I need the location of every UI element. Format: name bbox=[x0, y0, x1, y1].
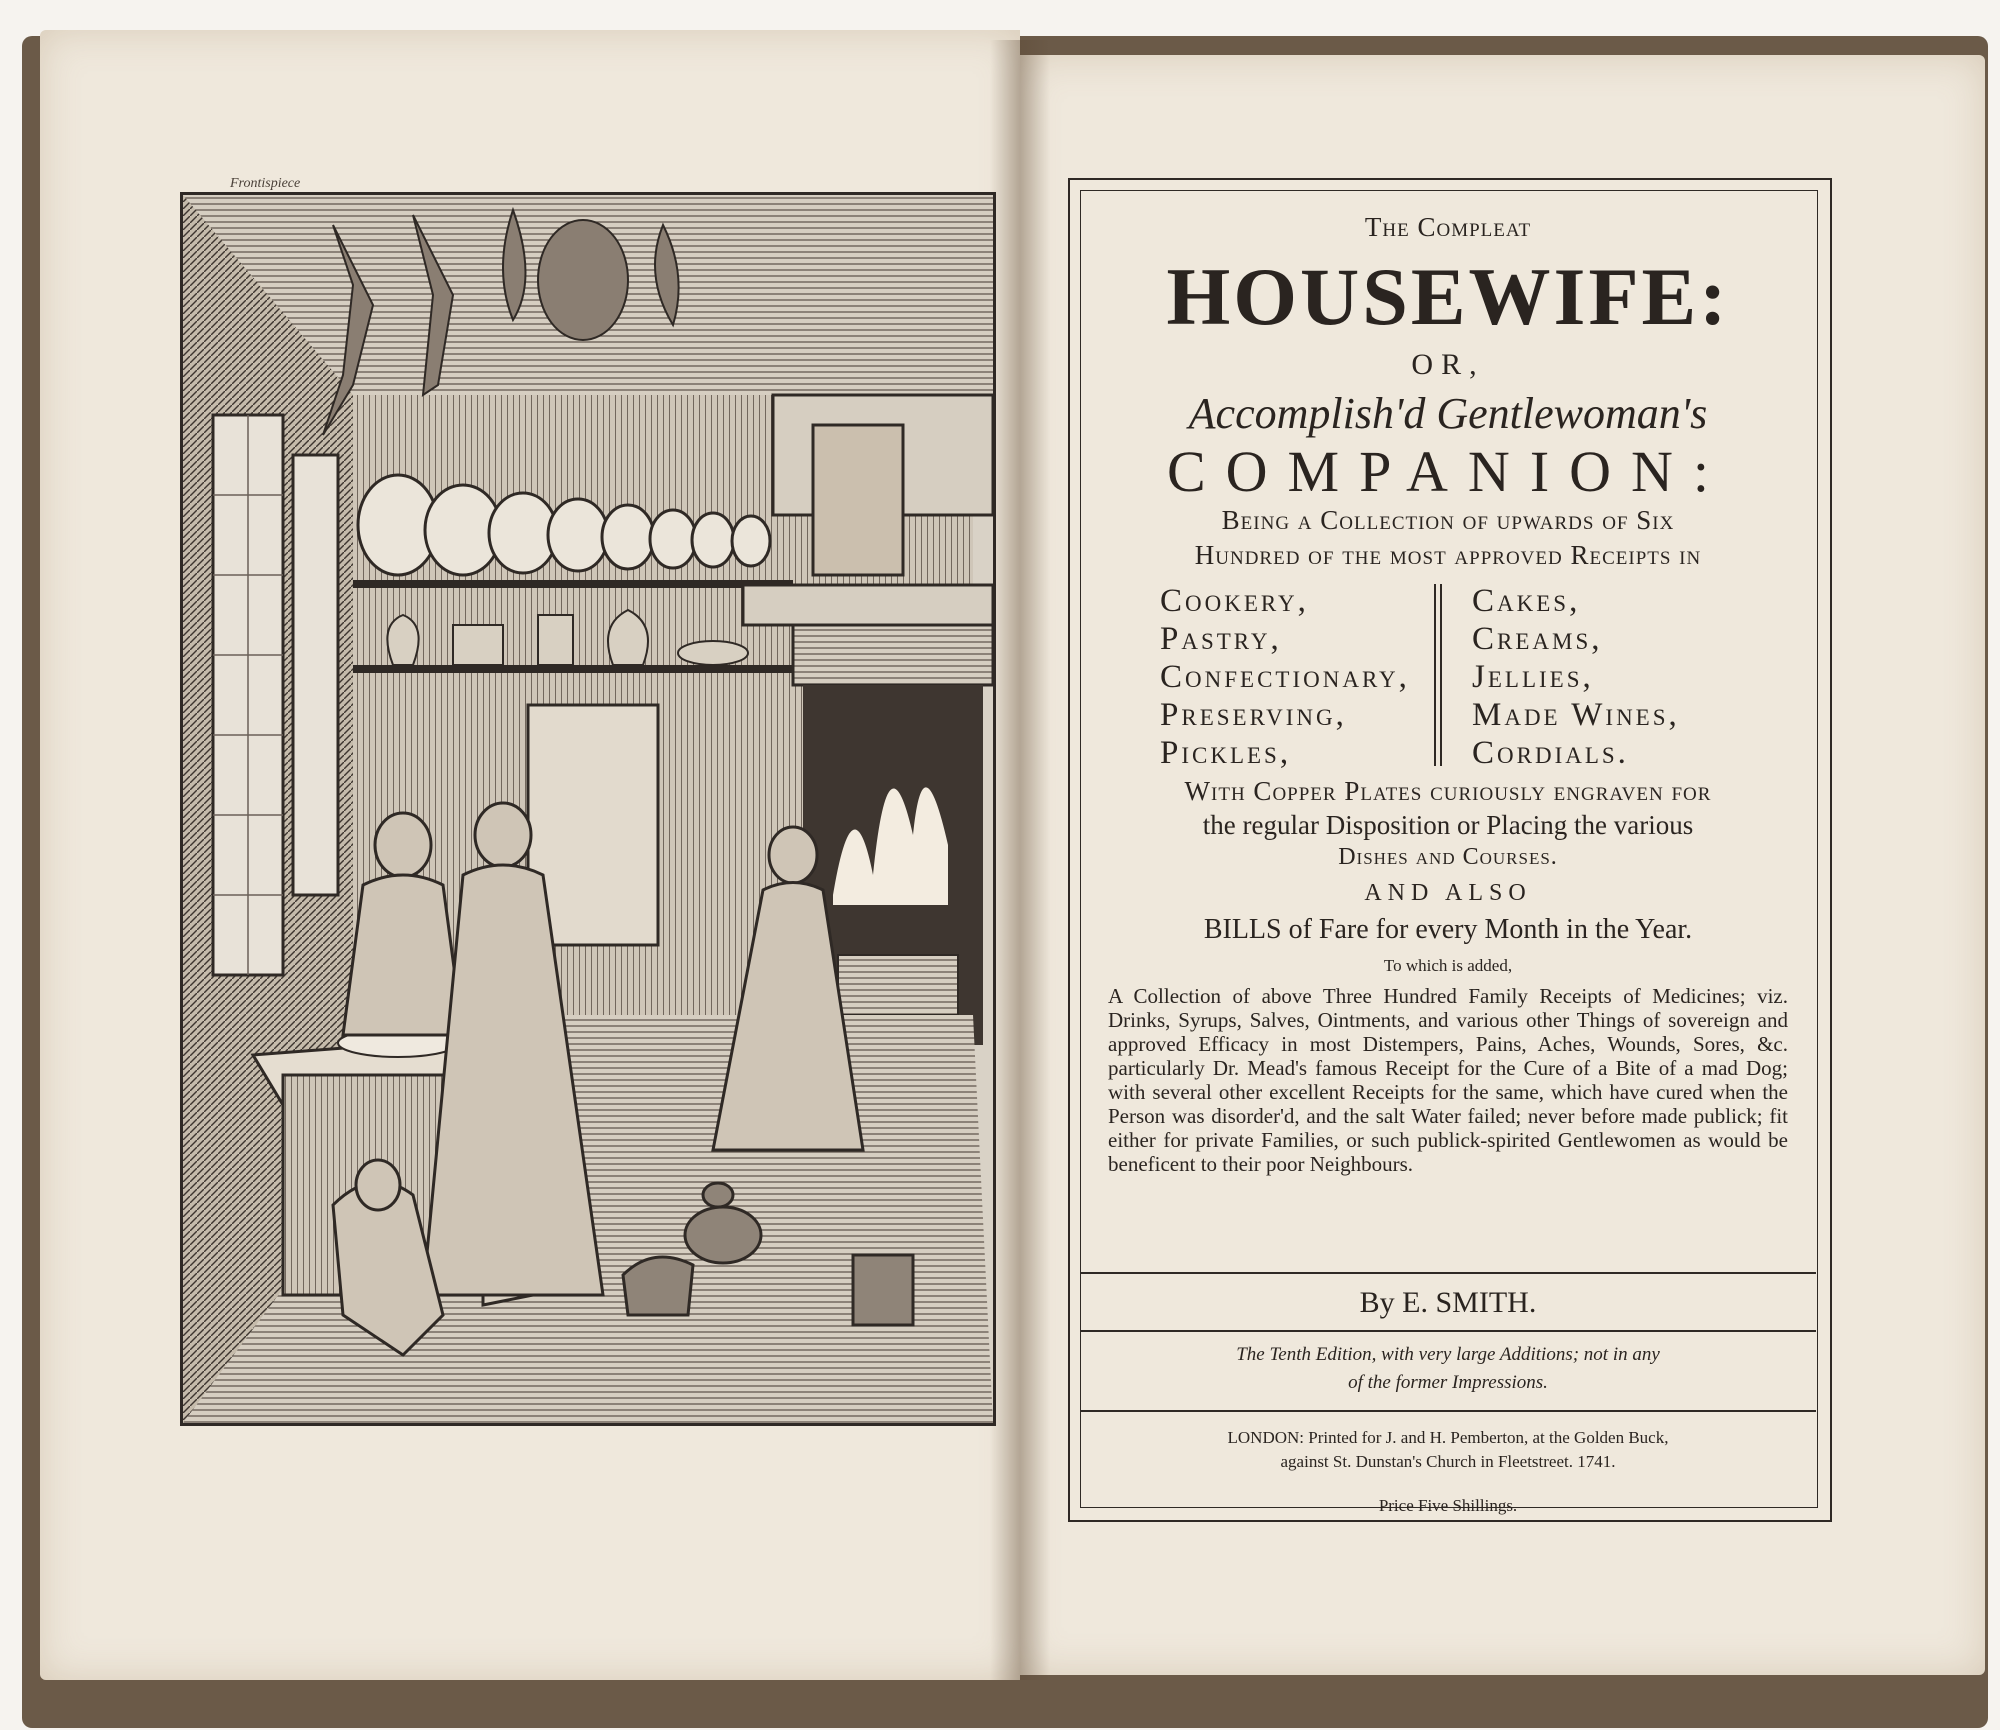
edition-line-2: of the former Impressions. bbox=[1348, 1372, 1548, 1393]
recipe-list-right bbox=[1472, 582, 1680, 772]
rule-imprint bbox=[1080, 1410, 1816, 1412]
book-subtitle: Accomplish'd Gentlewoman's bbox=[1188, 389, 1708, 438]
title-or: OR, bbox=[1411, 348, 1485, 381]
recipe-item: Cookery, bbox=[1160, 583, 1309, 619]
and-also: AND ALSO bbox=[1364, 880, 1532, 906]
recipe-item: Pastry, bbox=[1160, 621, 1282, 657]
rule-bottom-author bbox=[1080, 1330, 1816, 1332]
recipe-item: Cakes, bbox=[1472, 583, 1581, 619]
price-line: Price Five Shillings. bbox=[1378, 1496, 1518, 1515]
to-which-added: To which is added, bbox=[1383, 956, 1513, 975]
recipe-list-left bbox=[1160, 582, 1410, 772]
bills-of-fare: BILLS of Fare for every Month in the Year. bbox=[1203, 914, 1693, 945]
book-title: HOUSEWIFE: bbox=[1166, 251, 1730, 342]
collection-paragraph: A Collection of above Three Hundred Family Receipts of Medicines; viz. Drinks, Syrups, Salves, Ointments, and various other Things of sovereign and approved Efficacy in most Distempers, Pains, Aches, Wounds, Sores, &c. particularly Dr. Mead's famous Receipt for the Cure of a Bite of a mad Dog; with several other excellent Receipts for the same, which have cured when the Person was disorder'd, and the salt Water failed; never before made publick; fit either for private Families, or such publick-spirited Gentlewomen as would be beneficent to their poor Neighbours. bbox=[1108, 984, 1788, 1176]
rule-top-author bbox=[1080, 1272, 1816, 1274]
recipe-item: Creams, bbox=[1472, 621, 1603, 657]
edition-line-1: The Tenth Edition, with very large Additions; not in any bbox=[1236, 1344, 1660, 1365]
copper-line-1: With Copper Plates curiously engraven for bbox=[1184, 776, 1712, 806]
book-gutter bbox=[990, 40, 1050, 1680]
imprint-line-2: against St. Dunstan's Church in Fleetstreet. 1741. bbox=[1280, 1452, 1616, 1471]
recipe-item: Pickles, bbox=[1160, 735, 1292, 771]
kitchen-engraving-icon bbox=[183, 195, 993, 1423]
book-companion: COMPANION: bbox=[1166, 439, 1730, 504]
recipe-item: Cordials. bbox=[1472, 735, 1629, 771]
imprint-line-1: LONDON: Printed for J. and H. Pemberton, at the Golden Buck, bbox=[1227, 1428, 1669, 1447]
recipe-item: Jellies, bbox=[1472, 659, 1594, 695]
author-line: By E. SMITH. bbox=[1359, 1286, 1537, 1319]
copper-line-2: the regular Disposition or Placing the various bbox=[1202, 810, 1694, 840]
recipe-item: Confectionary, bbox=[1160, 659, 1410, 695]
column-divider bbox=[1440, 584, 1442, 766]
being-line-2: Hundred of the most approved Receipts in bbox=[1194, 540, 1702, 570]
recipe-item: Preserving, bbox=[1160, 697, 1347, 733]
title-prefix: The Compleat bbox=[1364, 212, 1532, 242]
being-line-1: Being a Collection of upwards of Six bbox=[1221, 505, 1675, 535]
recipe-item: Made Wines, bbox=[1472, 697, 1680, 733]
frontispiece-label: Frontispiece bbox=[230, 176, 301, 191]
column-divider bbox=[1434, 584, 1436, 766]
frontispiece-engraving bbox=[180, 192, 996, 1426]
copper-line-3: Dishes and Courses. bbox=[1338, 844, 1558, 870]
